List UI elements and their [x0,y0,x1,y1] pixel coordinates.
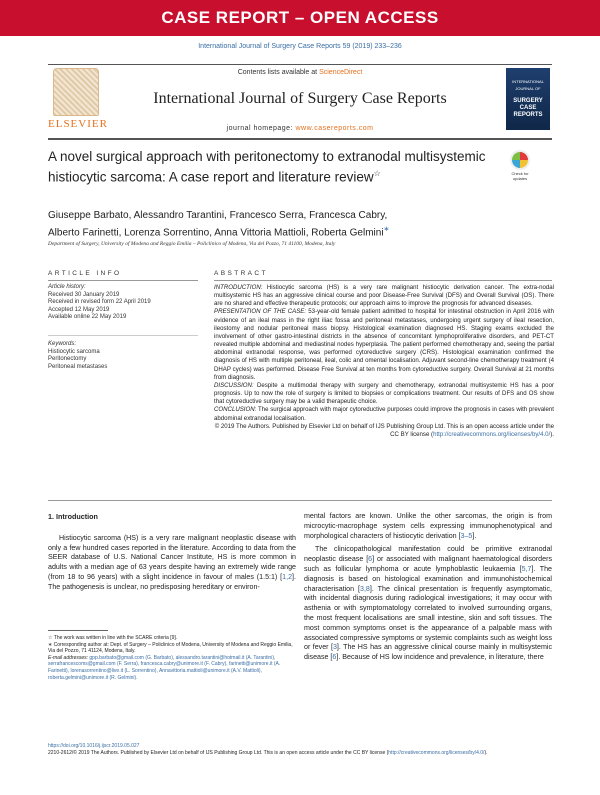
corresponding-author-mark[interactable]: ∗ [383,226,390,233]
doi-link[interactable]: https://doi.org/10.1016/j.ijscr.2019.05.027 [48,743,140,749]
article-title [48,148,488,186]
authors-line-2 [48,223,498,240]
abstract-case-text: 53-year-old female patient admitted to hospital for intestinal obstruction in April 2016 with evidence of an ileal mass in the right iliac fossa and peritoneal metastases, undergoing urgent surgery of ileal resection, ileostomy and nodular peritoneal mass biopsy. Histological examination diagnosed HS. Staging exams excluded the involvement of other gastro-intestinal districts in the absence of concomitant lymphoproliferative disorders, and PET-CT revealed multiple abdominal and mediastinal nodes hyperplasia. The patient performed chemotherapy and, seeing the partial abdominal extranodal response, was performed cytoreductive surgery (CRS). Histological examination confirmed the diagnosis of HS with multiple peritoneal, ileal, colic and omental localisation. Adjuvant second-line chemotherapy treatment (4 DHAP cycles) was performed. Disease Free Survival at ten months from cytoreductive surgery. Overall Survival at 21 months from diagnosis. [214,308,554,381]
intro-p1-text-b: ]. The pathogenesis is unclear, no predisposing hereditary or environ- [48,572,296,591]
copyright-line [48,750,552,757]
intro-c2-p2-text-e: ]. The HS has an aggressive clinical course mainly in multisystemic disease [ [304,643,552,662]
history-accepted: Accepted 12 May 2019 [48,306,110,313]
intro-c2-p2-text-f: ]. Because of HS low incidence and prevalence, in literature, there [336,653,544,662]
citation-link[interactable]: 1,2 [282,572,293,581]
abstract-rule [214,280,552,281]
cover-line-1: SURGERY [513,98,543,104]
sciencedirect-link[interactable]: ScienceDirect [319,69,363,76]
authors-line-2-text: Alberto Farinetti, Lorenza Sorrentino, Anna Vittoria Mattioli, Roberta Gelmini [48,227,384,239]
abstract-concl-label: CONCLUSION: [214,406,257,414]
keywords [48,341,198,371]
journal-cover-thumbnail[interactable] [506,68,550,130]
intro-c2-p2-text-a: The clinicopathological manifestation could be primitive extranodal neoplastic disease [ [304,545,552,564]
history-revised: Received in revised form 22 April 2019 [48,299,151,305]
crossmark-button[interactable] [507,150,533,180]
crossmark-icon [510,150,530,170]
intro-p1-text-a: Histiocytic sarcoma (HS) is a very rare malignant neoplastic disease with only a few hundred cases reported in the literature. According to data from the SEER database of U.S. National Cancer Institute, HS is more common in adults with a median age of 63 years despite having an extremely wide range (from 18 to 96 years) with a slight incidence in favour of males (1.5:1) [ [48,533,296,581]
footnote-rule [48,630,108,631]
keywords-rule [48,335,198,336]
abstract-intro-label: INTRODUCTION: [214,284,263,291]
keyword-item: Peritonectomy [48,356,87,362]
email-addresses[interactable]: gpp.barbato@gmail.com (G. Barbato), alessandro.tarantini@hotmail.it (A. Tarantini), serrafrancescoms@gmail.com (F. Serra), francesca.cabry@unimore.it (F. Cabry), farinetti@unimore.it (A. Farinetti), lorenasorrentino@live.it (L. Sorrentino), Annavittoria.mattioli@unimore.it (A.V. Mattioli), roberta.gelmini@unimore.it (R. Gelmini). [48,654,281,681]
cover-top-text: INTERNATIONAL JOURNAL OF [512,79,544,91]
abstract-disc-text: Despite a multimodal therapy with surgery and chemotherapy, extranodal multisystemic HS has a poor prognosis. Up to now the role of surgery is limited to biopsies or complications treatment. Our results of DFS and OS show that cytoreductive surgery may be a valid therapeutic choice. [214,381,554,406]
elsevier-wordmark: ELSEVIER [48,118,108,130]
footnote-emails [48,655,296,681]
intro-c2-p2-text-b: ] or associated with malignant haematological disorders such as follicular lymphoma or acute lymphoblastic leukaemia [ [304,555,552,573]
journal-title: International Journal of Surgery Case Reports [153,90,447,107]
homepage-link[interactable]: www.casereports.com [295,125,374,132]
intro-c2-p1-text-b: ]. [472,531,477,540]
case-report-banner: CASE REPORT – OPEN ACCESS [0,0,600,36]
abstract-bottom-rule [48,500,552,501]
header-top-rule [48,64,552,65]
intro-c2-p2-text-d: ]. The clinical presentation is frequently asymptomatic, with incidental diagnosis during radiological investigations; it may occur with asthenia or with symptomatology correlated to involved surrounding organs, the most frequent localisations are small intestine, skin and soft tissues. The most common symptoms onset is the appearance of a palpable mass with associated compressive symptoms or systemic complaints such as weight loss or fever [ [304,584,552,652]
footnote-scare: ☆ The work was written in line with the SCARE criteria [9]. [48,635,178,641]
history-online: Available online 22 May 2019 [48,314,127,320]
cover-line-2: CASE [519,105,537,111]
history-label: Article history: [48,284,86,290]
introduction-heading: 1. Introduction [48,512,98,521]
citation-link[interactable]: 3,8 [360,584,370,593]
keyword-item: Histiocytic sarcoma [48,348,100,355]
copyright-prefix: 2210-2612/© 2019 The Authors. Published by Elsevier Ltd on behalf of IJS Publishing Group Ltd. This is an open access article under the CC BY license ( [48,749,389,756]
body-column-left [48,512,296,593]
citation-link[interactable]: 3 [332,643,337,652]
header-bottom-rule [48,138,552,140]
body-column-right [304,512,552,663]
abstract-case-label: PRESENTATION OF THE CASE: [214,308,307,316]
homepage-prefix: journal homepage: [226,125,294,132]
citation-link[interactable]: 5,7 [521,564,532,573]
license-suffix: ). [550,430,554,438]
authors-line-1: Giuseppe Barbato, Alessandro Tarantini, Francesco Serra, Francesca Cabry, [48,210,388,221]
page-bottom-info [48,743,552,756]
abstract-intro-text: Histiocytic sarcoma (HS) is a very rare malignant histiocytic derivation cancer. The extra-nodal multisystemic HS has an aggressive clinical course and poor Disease-Free Survival (DFS) and Overall Survival (OS). There are no shared and effective therapeutic protocols; our approach aims to improve the prognosis for advanced diseases. [214,284,554,308]
history-received: Received 30 January 2019 [48,291,120,298]
abstract-introduction [214,284,554,308]
abstract-heading: ABSTRACT [214,270,268,277]
author-list [48,209,498,240]
license-prefix: © 2019 The Authors. Published by Elsevier Ltd on behalf of IJS Publishing Group Ltd. This is an open access article under the CC BY license ( [214,422,554,438]
article-info-rule [48,280,198,281]
abstract-discussion [214,382,554,406]
journal-homepage [120,125,480,132]
intro-paragraph-3 [304,545,552,663]
journal-citation-link[interactable]: International Journal of Surgery Case Reports 59 (2019) 233–236 [198,43,402,50]
license-link[interactable]: http://creativecommons.org/licenses/by/4.0/ [433,430,551,438]
keyword-item: Peritoneal metastases [48,363,108,370]
abstract-disc-label: DISCUSSION: [214,381,254,389]
citation-link[interactable]: 3–5 [460,531,473,540]
intro-c2-p2-text-c: ]. The diagnosis is based on histological examination and immunohistochemical characterisation [ [304,564,552,593]
affiliation: Department of Surgery, University of Modena and Reggio Emilia – Policlinico of Modena, Via del Pozzo, 71 41100, Modena, Italy [48,241,336,247]
keywords-label: Keywords: [48,341,77,347]
footnote-corresponding: ∗ Corresponding author at: Dept. of Surgery – Policlinico of Modena, University of Modena and Reggio Emilia, Via del Pozzo, 71 41124, Modena, Italy. [48,641,293,655]
article-title-text: A novel surgical approach with peritonectomy to extranodal multisystemic histiocytic sarcoma: A case report and literature review [48,149,486,185]
intro-c2-p1-text-a: mental factors are known. Unlike the other sarcomas, the origin is from microcytic-macrophage system cells expressing immunophenotypical and morphological characters of histiocytic derivation [ [304,512,552,540]
article-history [48,284,198,322]
abstract-body [214,284,554,439]
citation-link[interactable]: 6 [332,653,337,662]
article-info-heading: ARTICLE INFO [48,270,122,277]
cover-line-3: REPORTS [513,112,543,118]
copyright-license-link[interactable]: http://creativecommons.org/licenses/by/4.0/ [388,749,485,756]
title-footnote-mark[interactable]: ☆ [373,169,381,178]
intro-paragraph-1 [48,534,296,593]
elsevier-logo[interactable] [48,68,108,134]
copyright-suffix: ). [484,749,488,756]
crossmark-label: Check for updates [511,171,529,181]
abstract-case [214,308,554,381]
email-label: E-mail addresses: [48,654,89,661]
intro-paragraph-2 [304,512,552,541]
abstract-conclusion [214,406,554,422]
citation-link[interactable]: 6 [368,555,373,564]
abstract-concl-text: The surgical approach with major cytoreductive purposes could improve the prognosis in cases with prevalent abdominal extranodal localisation. [214,406,554,422]
contents-prefix: Contents lists available at [237,69,318,76]
abstract-license [214,423,554,439]
footnotes [48,635,296,681]
